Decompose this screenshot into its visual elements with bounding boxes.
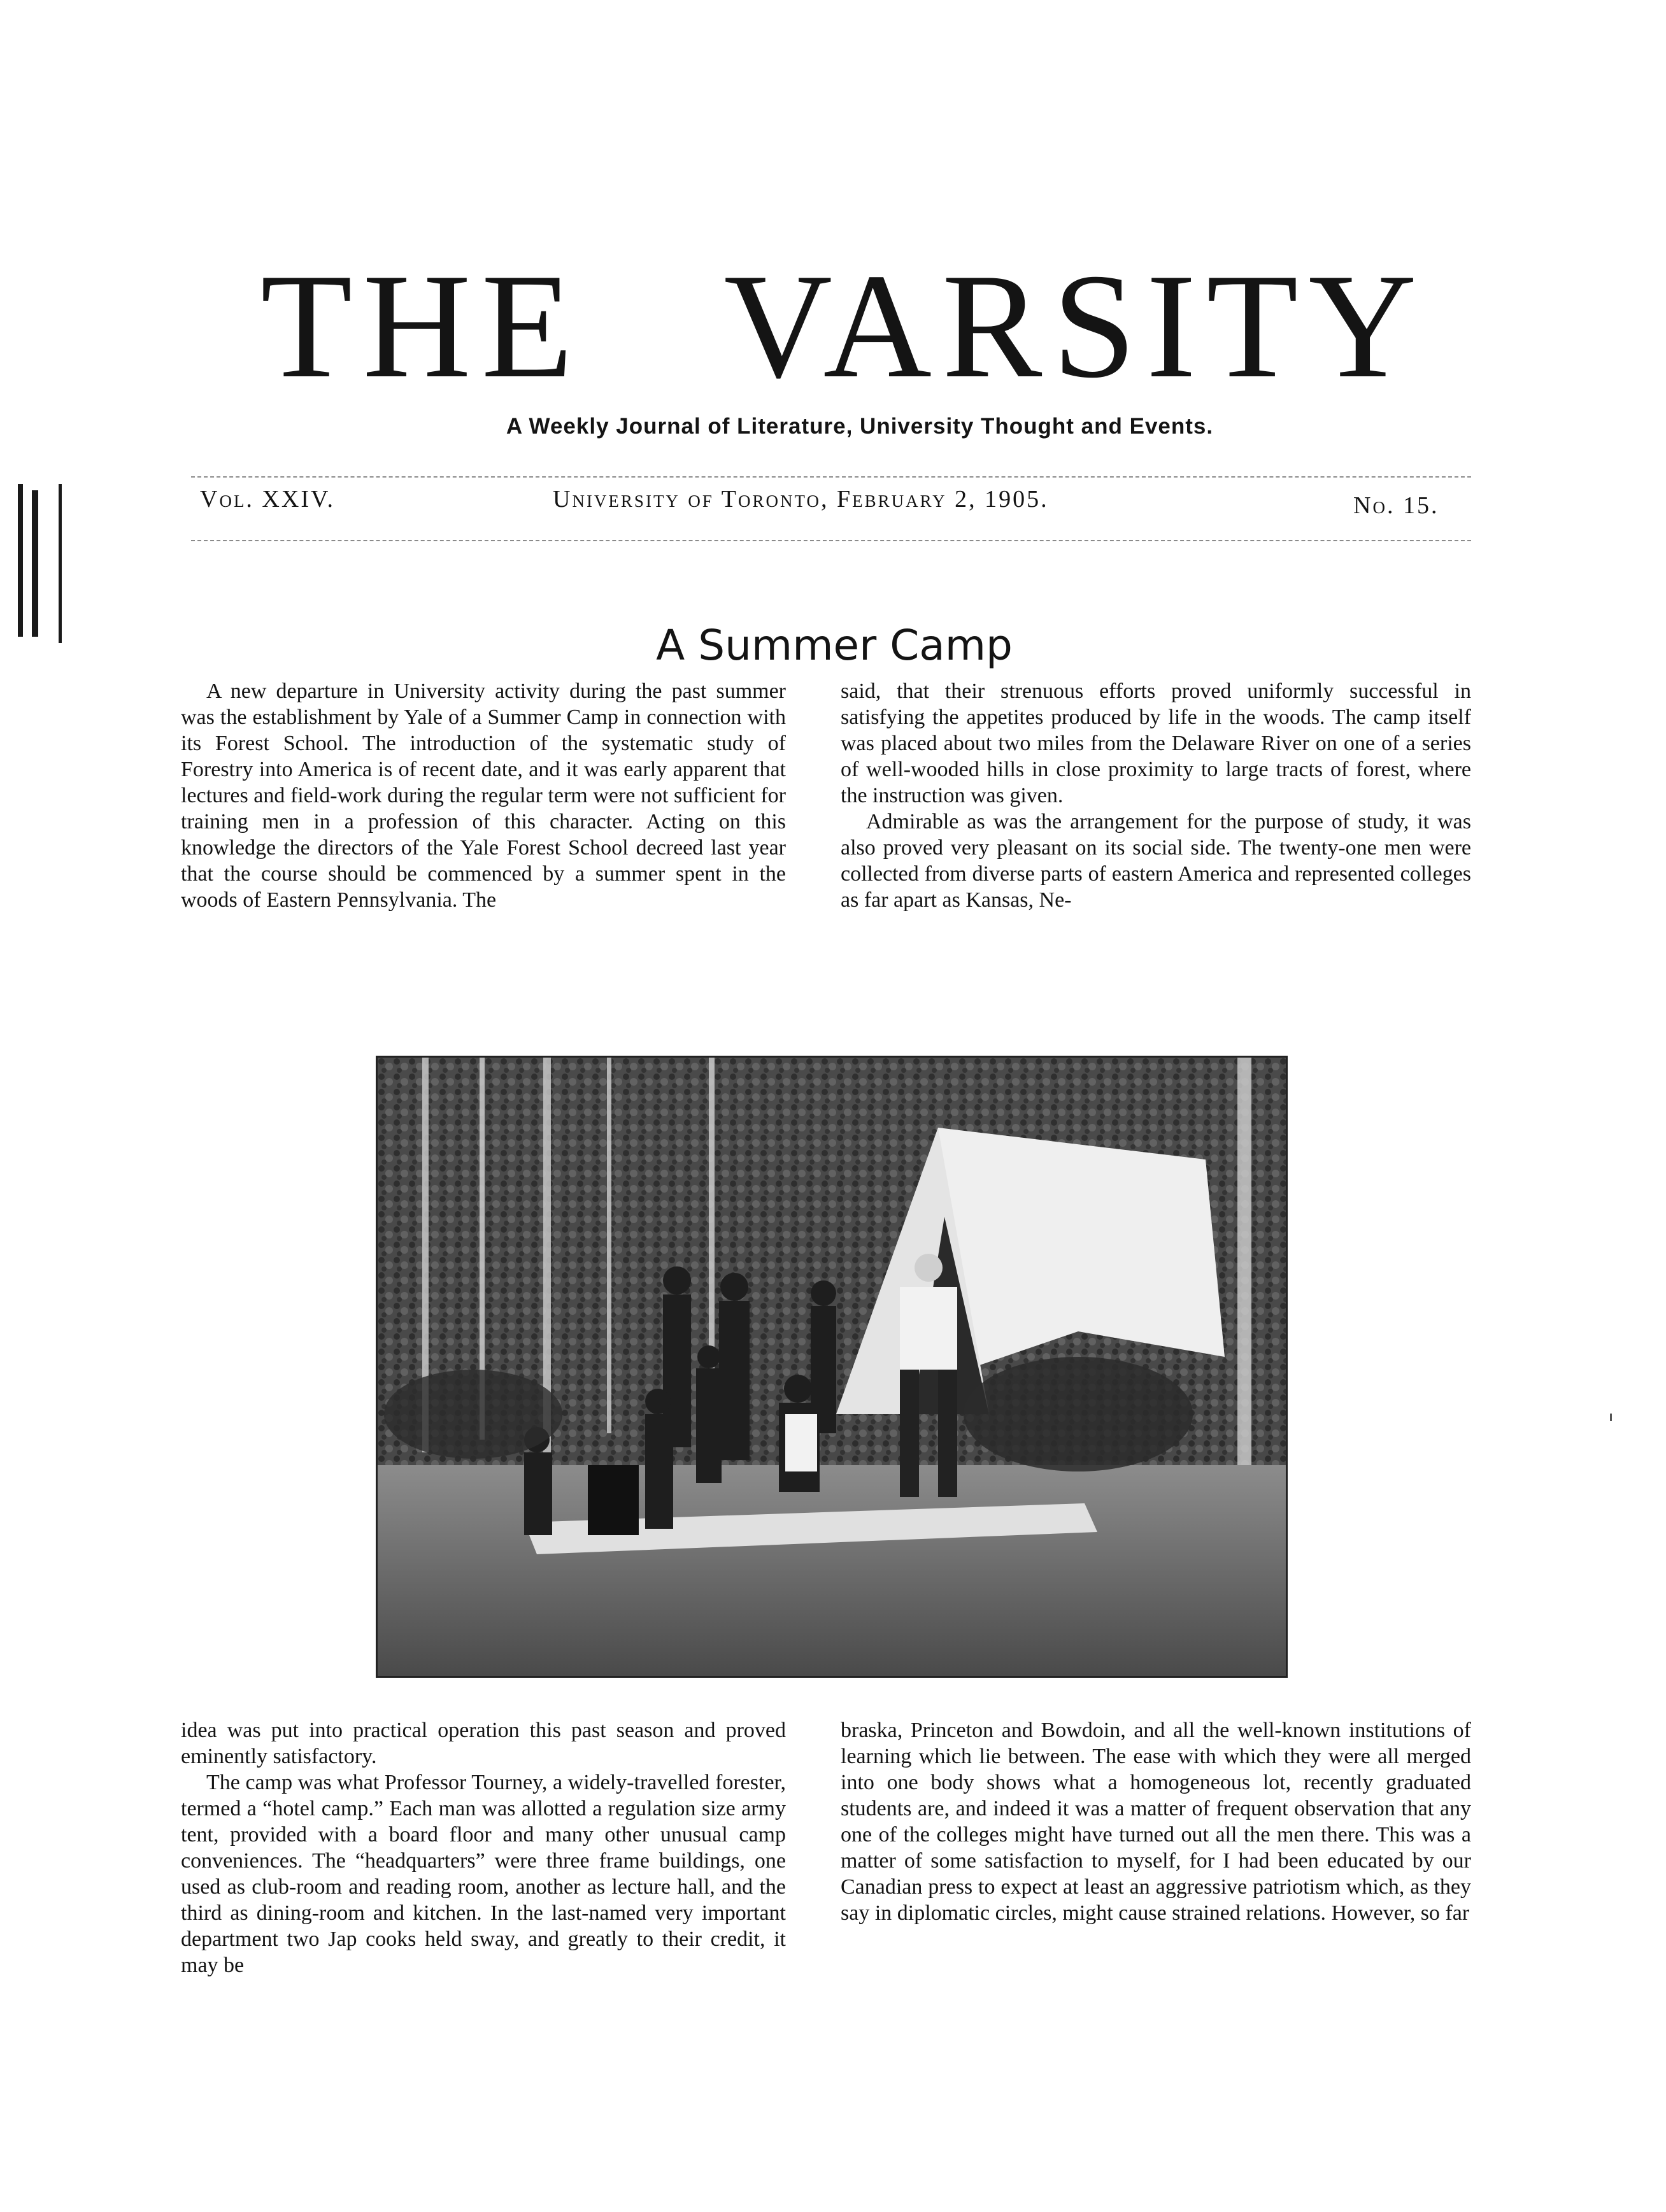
article-column-bottom-right	[841, 1717, 1471, 1926]
binding-mark	[59, 484, 62, 643]
binding-mark	[18, 484, 23, 637]
paragraph-text: Admirable as was the arrangement for the purpose of study, it was also proved very pleasant on its social side. The twenty-one men were collected from diverse parts of eastern America and represented colleges as far apart as Kansas, Ne-	[841, 810, 1471, 912]
paragraph	[841, 809, 1471, 913]
article-column-top-right	[841, 678, 1471, 913]
volume-label: Vol. XXIV.	[200, 486, 336, 513]
article-column-bottom-left	[181, 1717, 786, 1978]
paragraph-text: A new departure in University activity during the past summer was the establishment by Yale of a Summer Camp in connection with its Forest School. The introduction of the systematic study of Forestry into America is of recent date, and it was early apparent that lectures and field-work during the regular term were not sufficient for training men in a profession of this character. Acting on this knowledge the directors of the Yale Forest School decreed last year that the course should be commenced by a summer spent in the woods of Eastern Pennsylvania. The	[181, 679, 786, 912]
dateline-top-rule	[191, 476, 1471, 478]
paragraph-text: braska, Princeton and Bowdoin, and all the well-known institutions of learning which lie between. The ease with which they were all merged into one body shows what a homogeneous lot, recently graduated students are, and indeed it was a matter of frequent observation that any one of the colleges might have turned out all the men there. This was a matter of some satisfaction to myself, for I had been educated by our Canadian press to expect at least an aggressive patriotism which, as they say in diplomatic circles, might cause strained relations. However, so far	[841, 1719, 1471, 1925]
dateline: University of Toronto, February 2, 1905.	[553, 486, 1049, 513]
camp-photograph	[376, 1056, 1288, 1678]
paragraph-text: idea was put into practical operation this past season and proved eminently satisfactory.	[181, 1719, 786, 1768]
dateline-bottom-rule	[191, 540, 1471, 541]
paragraph-text: said, that their strenuous efforts proved uniformly successful in satisfying the appetites produced by life in the woods. The camp itself was placed about two miles from the Delaware River on one of a series of well-wooded hills in close proximity to large tracts of forest, where the instruction was given.	[841, 679, 1471, 807]
article-title: A Summer Camp	[656, 621, 1013, 670]
paragraph	[181, 1769, 786, 1978]
issue-number: No. 15.	[1353, 492, 1439, 519]
article-column-top-left	[181, 678, 786, 913]
binding-mark	[32, 490, 38, 637]
paragraph-text: The camp was what Professor Tourney, a widely-travelled forester, termed a “hotel camp.” Each man was allotted a regulation size army tent, provided with a board floor and many other unusual camp conveniences. The “headquarters” were three frame buildings, one used as club-room and reading room, another as lecture hall, and the third as dining-room and kitchen. In the last-named very important department two Jap cooks held sway, and greatly to their credit, it may be	[181, 1771, 786, 1977]
camp-photograph-illustration	[378, 1058, 1286, 1676]
masthead-title: THE VARSITY	[260, 243, 1427, 409]
scan-speck	[1610, 1414, 1612, 1421]
masthead-subtitle: A Weekly Journal of Literature, University Thought and Events.	[506, 414, 1214, 439]
